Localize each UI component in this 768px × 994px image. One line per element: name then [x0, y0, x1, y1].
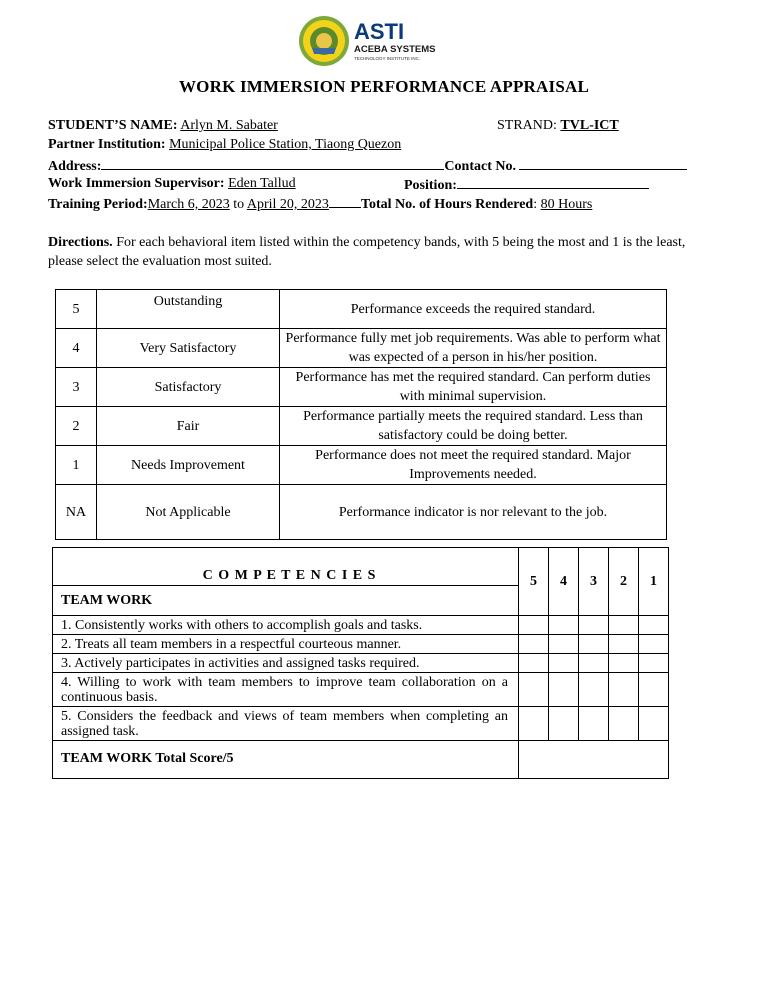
- scale-row: [56, 407, 667, 446]
- section-title: TEAM WORK: [53, 586, 519, 616]
- position-blank: [457, 176, 649, 189]
- rating-cell[interactable]: [579, 635, 609, 654]
- rating-scale-table: [55, 289, 667, 540]
- rating-cell[interactable]: [609, 707, 639, 741]
- strand-value: TVL-ICT: [560, 118, 619, 133]
- school-logo: [298, 12, 448, 68]
- total-score-row: [53, 741, 669, 779]
- scale-rating: Needs Improvement: [97, 446, 280, 485]
- page-title: WORK IMMERSION PERFORMANCE APPRAISAL: [178, 77, 589, 96]
- rating-cell[interactable]: [579, 616, 609, 635]
- partner-row: [48, 137, 401, 153]
- rating-cell[interactable]: [609, 654, 639, 673]
- scale-score: NA: [56, 485, 97, 540]
- period-start: March 6, 2023: [147, 197, 230, 212]
- total-score-cell[interactable]: [519, 741, 669, 779]
- position-row: [404, 176, 649, 194]
- scale-score: 2: [56, 407, 97, 446]
- rating-cell[interactable]: [549, 673, 579, 707]
- hours-label: Total No. of Hours Rendered: [360, 197, 534, 212]
- supervisor-label: Work Immersion Supervisor:: [48, 176, 225, 191]
- logo-subtitle: ACEBA SYSTEMS: [354, 44, 436, 55]
- scale-description: Performance does not meet the required standard. Major Improvements needed.: [280, 446, 667, 485]
- rating-cell[interactable]: [609, 673, 639, 707]
- scale-description: Performance partially meets the required standard. Less than satisfactory could be doing better.: [280, 407, 667, 446]
- scale-description: Performance fully met job requirements. Was able to perform what was expected of a person in his/her position.: [280, 329, 667, 368]
- supervisor-value: Eden Tallud: [228, 176, 296, 191]
- address-row: [48, 157, 687, 175]
- scale-description: Performance exceeds the required standard.: [280, 290, 667, 329]
- competency-item: 3. Actively participates in activities and assigned tasks required.: [53, 654, 519, 673]
- scale-description: Performance indicator is nor relevant to the job.: [280, 485, 667, 540]
- scale-score: 1: [56, 446, 97, 485]
- scale-score: 4: [56, 329, 97, 368]
- scale-row: [56, 368, 667, 407]
- position-label: Position:: [404, 178, 457, 193]
- rating-cell[interactable]: [519, 673, 549, 707]
- rating-cell[interactable]: [519, 635, 549, 654]
- rating-cell[interactable]: [639, 654, 669, 673]
- competency-row: [53, 673, 669, 707]
- rating-col-4: 4: [549, 548, 579, 616]
- rating-cell[interactable]: [549, 616, 579, 635]
- student-name-value: Arlyn M. Sabater: [180, 118, 278, 133]
- contact-label: Contact No.: [444, 159, 516, 174]
- rating-cell[interactable]: [639, 635, 669, 654]
- rating-col-1: 1: [639, 548, 669, 616]
- competency-item: 2. Treats all team members in a respectful courteous manner.: [53, 635, 519, 654]
- hours-value: 80 Hours: [540, 197, 593, 212]
- training-period-row: Training Period:March 6, 2023 to April 20, 2023 Total No. of Hours Rendered: 80 Hours: [48, 197, 593, 212]
- scale-row: [56, 485, 667, 540]
- directions: [48, 233, 720, 271]
- competency-row: [53, 635, 669, 654]
- scale-rating: Satisfactory: [97, 368, 280, 407]
- partner-label: Partner Institution:: [48, 137, 166, 152]
- competency-row: [53, 654, 669, 673]
- student-name-row: [48, 118, 278, 134]
- rating-col-2: 2: [609, 548, 639, 616]
- strand-row: [497, 118, 619, 134]
- competency-item: 5. Considers the feedback and views of team members when completing an assigned task.: [53, 707, 519, 741]
- rating-cell[interactable]: [519, 707, 549, 741]
- competency-row: [53, 616, 669, 635]
- student-name-label: STUDENT’S NAME:: [48, 118, 178, 133]
- rating-cell[interactable]: [639, 707, 669, 741]
- scale-score: 5: [56, 290, 97, 329]
- logo-tagline: TECHNOLOGY INSTITUTE INC.: [354, 56, 421, 61]
- competencies-header-row: [53, 548, 669, 586]
- rating-col-5: 5: [519, 548, 549, 616]
- period-label: Training Period:: [48, 197, 148, 212]
- competencies-table: [52, 547, 669, 779]
- competency-item: 4. Willing to work with team members to improve team collaboration on a continuous basis.: [53, 673, 519, 707]
- rating-cell[interactable]: [549, 635, 579, 654]
- scale-score: 3: [56, 368, 97, 407]
- competency-row: [53, 707, 669, 741]
- directions-label: Directions.: [48, 235, 113, 250]
- rating-cell[interactable]: [519, 654, 549, 673]
- scale-description: Performance has met the required standard. Can perform duties with minimal supervision.: [280, 368, 667, 407]
- rating-cell[interactable]: [639, 616, 669, 635]
- competencies-header: C O M P E T E N C I E S: [53, 548, 519, 586]
- partner-value: Municipal Police Station, Tiaong Quezon: [169, 137, 402, 152]
- rating-cell[interactable]: [579, 673, 609, 707]
- total-score-label: TEAM WORK Total Score/5: [53, 741, 519, 779]
- rating-cell[interactable]: [579, 707, 609, 741]
- rating-cell[interactable]: [519, 616, 549, 635]
- period-end: April 20, 2023: [246, 197, 329, 212]
- scale-rating: Not Applicable: [97, 485, 280, 540]
- scale-row: [56, 290, 667, 329]
- rating-col-3: 3: [579, 548, 609, 616]
- scale-rating: Very Satisfactory: [97, 329, 280, 368]
- rating-cell[interactable]: [579, 654, 609, 673]
- scale-rating: Outstanding: [97, 290, 280, 329]
- scale-rating: Fair: [97, 407, 280, 446]
- rating-cell[interactable]: [609, 635, 639, 654]
- scale-row: [56, 446, 667, 485]
- logo-name: ASTI: [354, 19, 405, 44]
- rating-cell[interactable]: [549, 654, 579, 673]
- address-label: Address:: [48, 159, 102, 174]
- directions-text: For each behavioral item listed within the competency bands, with 5 being the most and 1 is the least, please select the evaluation most suited.: [48, 235, 686, 269]
- address-blank: [101, 157, 444, 170]
- scale-row: [56, 329, 667, 368]
- rating-cell[interactable]: [639, 673, 669, 707]
- competency-item: 1. Consistently works with others to accomplish goals and tasks.: [53, 616, 519, 635]
- strand-label: STRAND:: [497, 118, 557, 133]
- supervisor-row: [48, 176, 296, 192]
- rating-cell[interactable]: [549, 707, 579, 741]
- period-to: to: [233, 197, 245, 212]
- contact-blank: [519, 157, 687, 170]
- rating-cell[interactable]: [609, 616, 639, 635]
